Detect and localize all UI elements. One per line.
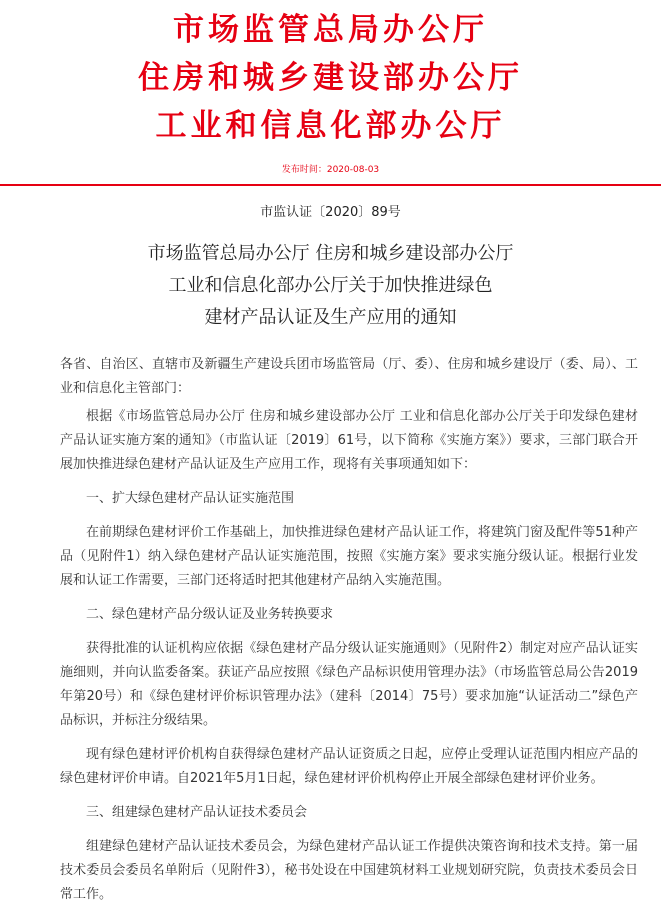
issuer-name: 市场监管总局办公厅 (173, 12, 488, 48)
body-paragraph: 现有绿色建材评价机构自获得绿色建材产品认证资质之日起，应停止受理认证范围内相应产品的绿色建材评价申请。自2021年5月1日起，绿色建材评价机构停止开展全部绿色建材评价业务。 (60, 747, 638, 786)
section-heading: 二、绿色建材产品分级认证及业务转换要求 (86, 607, 334, 622)
body-paragraph: 根据《市场监管总局办公厅 住房和城乡建设部办公厅 工业和信息化部办公厅关于印发绿色建材产品认证实施方案的通知》（市监认证〔2019〕61号，以下简称《实施方案》）要求，三部门联合开展加快推进绿色建材产品认证及生产应用工作，现将有关事项通知如下： (60, 409, 638, 472)
section-heading: 一、扩大绿色建材产品认证实施范围 (86, 491, 295, 506)
body-paragraph: 组建绿色建材产品认证技术委员会，为绿色建材产品认证工作提供决策咨询和技术支持。第一届技术委员会委员名单附后（见附件3），秘书处设在中国建筑材料工业规划研究院，负责技术委员会日常工作。 (60, 839, 638, 902)
red-divider (0, 184, 661, 186)
body-paragraph: 获得批准的认证机构应依据《绿色建材产品分级认证实施通则》（见附件2）制定对应产品认证实施细则，并向认监委备案。获证产品应按照《绿色产品标识使用管理办法》（市场监管总局公告2019年第20号）和《绿色建材评价标识管理办法》（建科〔2014〕75号）要求加施“认证活动二”绿色产品标识，并标注分级结果。 (60, 641, 638, 728)
publish-date: 发布时间：2020-08-03 (281, 165, 380, 175)
salutation: 各省、自治区、直辖市及新疆生产建设兵团市场监管局（厅、委）、住房和城乡建设厅（委、局）、工业和信息化主管部门： (60, 357, 638, 396)
document-number: 市监认证〔2020〕89号 (260, 205, 401, 220)
issuer-name: 工业和信息化部办公厅 (155, 108, 506, 144)
body-paragraph: 在前期绿色建材评价工作基础上，加快推进绿色建材产品认证工作，将建筑门窗及配件等51种产品（见附件1）纳入绿色建材产品认证实施范围，按照《实施方案》要求实施分级认证。根据行业发展和认证工作需要，三部门还将适时把其他建材产品纳入实施范围。 (60, 525, 638, 588)
title-line: 市场监管总局办公厅 住房和城乡建设部办公厅 (147, 243, 514, 264)
document-body (60, 353, 638, 917)
document-title (0, 238, 661, 334)
title-line: 工业和信息化部办公厅关于加快推进绿色 (168, 275, 493, 296)
section-heading: 三、组建绿色建材产品认证技术委员会 (86, 805, 308, 820)
document-header (0, 0, 661, 186)
issuer-name: 住房和城乡建设部办公厅 (138, 60, 523, 96)
title-line: 建材产品认证及生产应用的通知 (204, 307, 457, 328)
